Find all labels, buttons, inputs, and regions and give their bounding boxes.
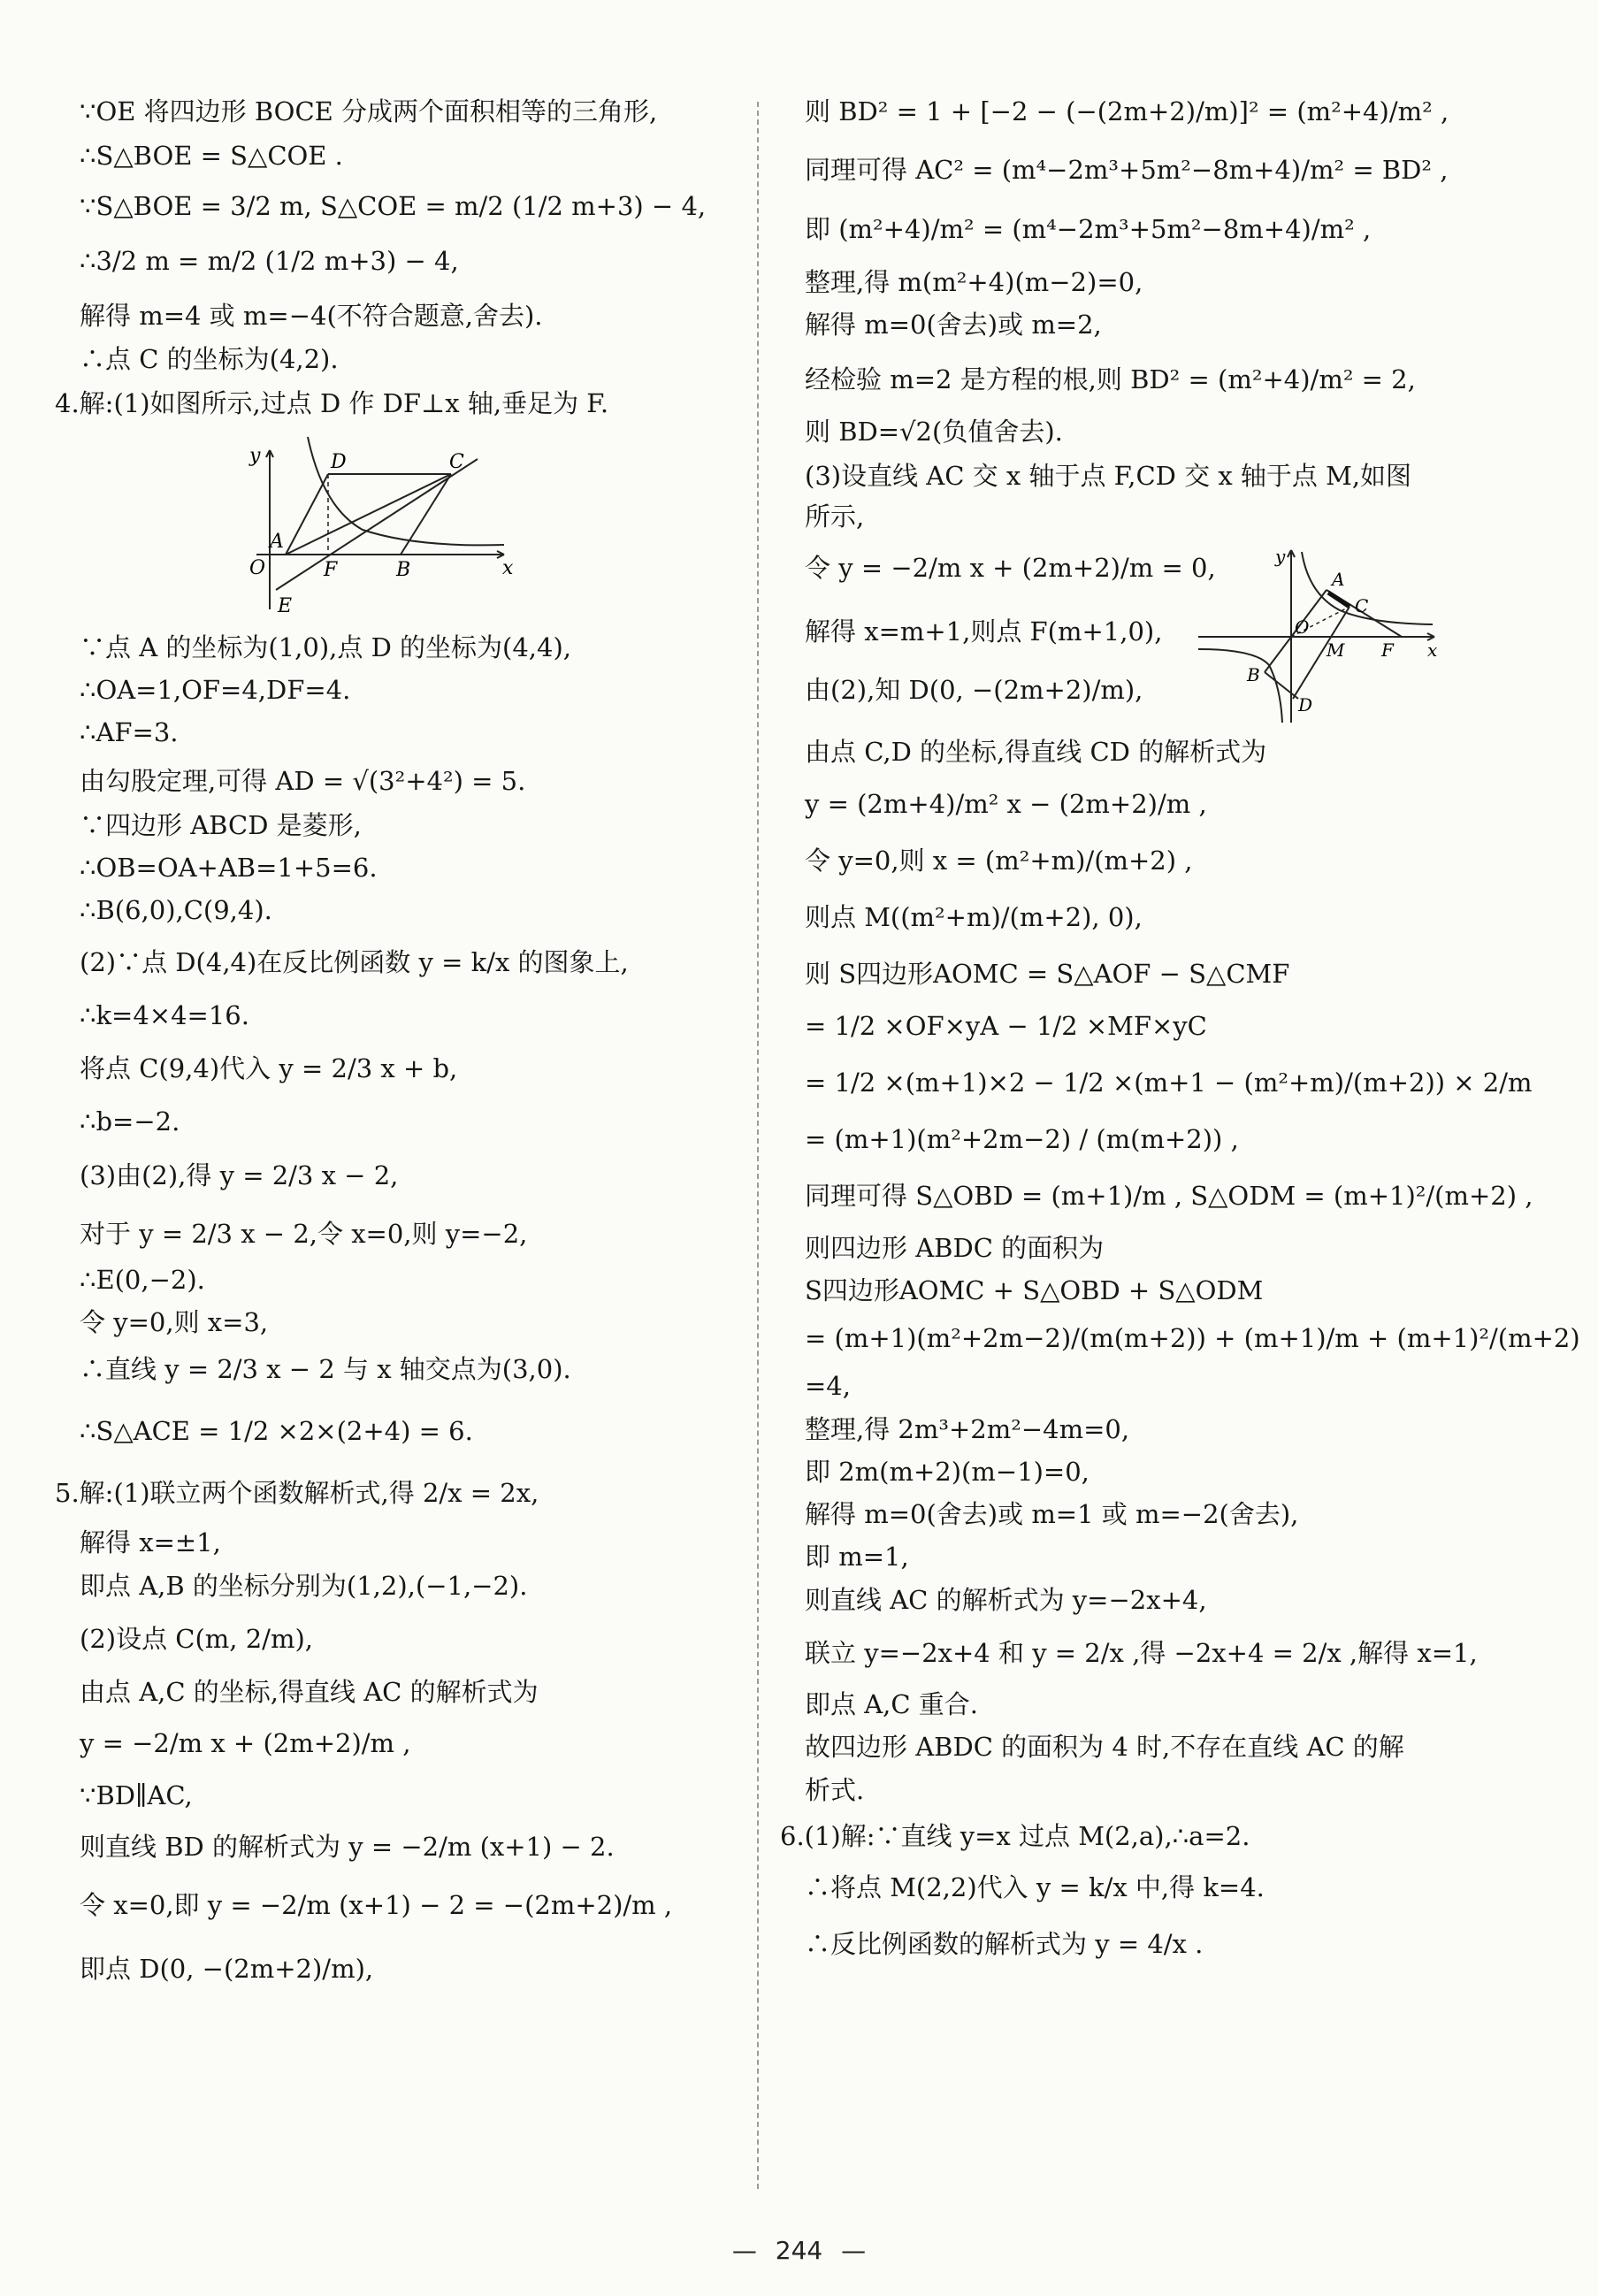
text-line: (2)设点 C(m, 2/m), bbox=[80, 1623, 313, 1654]
text-line: ∵点 A 的坐标为(1,0),点 D 的坐标为(4,4), bbox=[80, 631, 571, 662]
text-line: 解得 x=m+1,则点 F(m+1,0), bbox=[805, 616, 1163, 647]
fig2-label: x bbox=[1427, 639, 1438, 662]
text-line: 则直线 BD 的解析式为 y = −2/m (x+1) − 2. bbox=[80, 1831, 615, 1862]
text-line: 由点 C,D 的坐标,得直线 CD 的解析式为 bbox=[805, 737, 1267, 768]
text-line: 将点 C(9,4)代入 y = 2/3 x + b, bbox=[80, 1053, 458, 1083]
text-line: 即 (m²+4)/m² = (m⁴−2m³+5m²−8m+4)/m² , bbox=[805, 213, 1372, 244]
text-line: ∵S△BOE = 3/2 m, S△COE = m/2 (1/2 m+3) − 4, bbox=[80, 190, 707, 221]
text-line: y = −2/m x + (2m+2)/m , bbox=[80, 1728, 411, 1759]
text-line: 整理,得 2m³+2m²−4m=0, bbox=[805, 1413, 1130, 1444]
text-line: 所示, bbox=[805, 501, 865, 532]
fig1-label: C bbox=[449, 450, 464, 473]
text-line: 令 y = −2/m x + (2m+2)/m = 0, bbox=[805, 553, 1216, 584]
text-line: 故四边形 ABDC 的面积为 4 时,不存在直线 AC 的解 bbox=[805, 1732, 1404, 1763]
text-line: = 1/2 ×OF×yA − 1/2 ×MF×yC bbox=[805, 1010, 1207, 1041]
text-line: 令 x=0,即 y = −2/m (x+1) − 2 = −(2m+2)/m , bbox=[80, 1890, 673, 1920]
text-line: = (m+1)(m²+2m−2) / (m(m+2)) , bbox=[805, 1124, 1239, 1154]
text-line: =4, bbox=[805, 1371, 851, 1402]
page-dash-left: — bbox=[731, 2236, 757, 2265]
column-divider bbox=[757, 102, 759, 2189]
text-line: 即点 D(0, −(2m+2)/m), bbox=[80, 1954, 374, 1985]
text-line: ∴将点 M(2,2)代入 y = k/x 中,得 k=4. bbox=[805, 1872, 1265, 1902]
fig2-label: A bbox=[1332, 569, 1345, 591]
text-line: ∴k=4×4=16. bbox=[80, 999, 249, 1030]
fig1-label: O bbox=[249, 556, 266, 579]
text-line: ∴点 C 的坐标为(4,2). bbox=[80, 344, 339, 375]
text-line: 则四边形 ABDC 的面积为 bbox=[805, 1232, 1105, 1263]
text-line: = (m+1)(m²+2m−2)/(m(m+2)) + (m+1)/m + (m+1)²/(m+2) bbox=[805, 1323, 1580, 1353]
text-line: 解得 m=0(舍去)或 m=2, bbox=[805, 310, 1102, 340]
text-line: (2)∵点 D(4,4)在反比例函数 y = k/x 的图象上, bbox=[80, 946, 629, 977]
text-line: ∴S△ACE = 1/2 ×2×(2+4) = 6. bbox=[80, 1415, 473, 1446]
fig2-label: F bbox=[1381, 639, 1394, 662]
text-line: ∴OB=OA+AB=1+5=6. bbox=[80, 853, 378, 883]
text-line: (3)设直线 AC 交 x 轴于点 F,CD 交 x 轴于点 M,如图 bbox=[805, 460, 1412, 491]
left-column bbox=[55, 96, 725, 1986]
fig2-label: D bbox=[1298, 694, 1313, 716]
fig2-label: M bbox=[1327, 639, 1345, 662]
fig1-label: E bbox=[278, 594, 293, 617]
figure-rhombus-graph bbox=[80, 428, 725, 623]
text-line: ∴B(6,0),C(9,4). bbox=[80, 895, 272, 926]
text-line: 即点 A,C 重合. bbox=[805, 1689, 979, 1719]
fig2-label: y bbox=[1275, 546, 1286, 568]
text-line: 即点 A,B 的坐标分别为(1,2),(−1,−2). bbox=[80, 1570, 528, 1601]
fig1-label: A bbox=[270, 530, 284, 553]
text-line: = 1/2 ×(m+1)×2 − 1/2 ×(m+1 − (m²+m)/(m+2)) × 2/m bbox=[805, 1067, 1533, 1098]
text-line: 解得 m=4 或 m=−4(不符合题意,舍去). bbox=[80, 301, 543, 331]
text-line: 同理可得 S△OBD = (m+1)/m , S△ODM = (m+1)²/(m+2) , bbox=[805, 1181, 1533, 1212]
text-line: 对于 y = 2/3 x − 2,令 x=0,则 y=−2, bbox=[80, 1218, 528, 1249]
text-line: 6.(1)解:∵直线 y=x 过点 M(2,a),∴a=2. bbox=[780, 1820, 1250, 1851]
figure-hyperbola-graph bbox=[1194, 541, 1441, 727]
text-line: ∴b=−2. bbox=[80, 1106, 180, 1137]
page-number-value: 244 bbox=[775, 2236, 823, 2265]
text-line: 令 y=0,则 x=3, bbox=[80, 1307, 269, 1338]
text-line: 则直线 AC 的解析式为 y=−2x+4, bbox=[805, 1584, 1207, 1615]
text-line: 则 BD=√2(负值舍去). bbox=[805, 416, 1063, 447]
text-line: 由勾股定理,可得 AD = √(3²+4²) = 5. bbox=[80, 765, 526, 796]
text-line: 则 BD² = 1 + [−2 − (−(2m+2)/m)]² = (m²+4)/m² , bbox=[805, 96, 1449, 126]
fig1-label: y bbox=[249, 444, 261, 467]
text-line: 联立 y=−2x+4 和 y = 2/x ,得 −2x+4 = 2/x ,解得 x=1, bbox=[805, 1637, 1478, 1668]
text-line: (3)由(2),得 y = 2/3 x − 2, bbox=[80, 1159, 399, 1190]
text-line: 整理,得 m(m²+4)(m−2)=0, bbox=[805, 266, 1143, 297]
page-dash-right: — bbox=[841, 2236, 867, 2265]
text-line: 由点 A,C 的坐标,得直线 AC 的解析式为 bbox=[80, 1677, 539, 1707]
text-line: 由(2),知 D(0, −(2m+2)/m), bbox=[805, 675, 1143, 706]
text-line: 即 m=1, bbox=[805, 1542, 909, 1573]
text-line: 经检验 m=2 是方程的根,则 BD² = (m²+4)/m² = 2, bbox=[805, 364, 1416, 395]
fig2-label: O bbox=[1295, 616, 1310, 639]
text-line: y = (2m+4)/m² x − (2m+2)/m , bbox=[805, 788, 1207, 819]
text-line: 析式. bbox=[805, 1774, 865, 1805]
figure-and-text-block bbox=[805, 541, 1441, 727]
text-line: 则点 M((m²+m)/(m+2), 0), bbox=[805, 902, 1143, 932]
fig2-label: B bbox=[1247, 664, 1260, 686]
right-column bbox=[780, 96, 1580, 1961]
fig1-label: F bbox=[324, 558, 338, 581]
fig1-label: D bbox=[331, 450, 347, 473]
text-line: 令 y=0,则 x = (m²+m)/(m+2) , bbox=[805, 845, 1193, 876]
text-line: 解得 m=0(舍去)或 m=1 或 m=−2(舍去), bbox=[805, 1499, 1299, 1529]
text-line: 解得 x=±1, bbox=[80, 1527, 221, 1558]
text-line: 即 2m(m+2)(m−1)=0, bbox=[805, 1456, 1090, 1487]
text-line: ∴反比例函数的解析式为 y = 4/x . bbox=[805, 1929, 1204, 1960]
text-line: 则 S四边形AOMC = S△AOF − S△CMF bbox=[805, 959, 1290, 990]
fig2-label: C bbox=[1355, 595, 1369, 617]
text-line: ∴S△BOE = S△COE . bbox=[80, 141, 343, 172]
text-line: 同理可得 AC² = (m⁴−2m³+5m²−8m+4)/m² = BD² , bbox=[805, 155, 1449, 186]
text-line: 5.解:(1)联立两个函数解析式,得 2/x = 2x, bbox=[55, 1478, 539, 1508]
text-line: ∴AF=3. bbox=[80, 717, 179, 748]
text-line: S四边形AOMC + S△OBD + S△ODM bbox=[805, 1274, 1264, 1305]
text-line: ∴直线 y = 2/3 x − 2 与 x 轴交点为(3,0). bbox=[80, 1353, 571, 1384]
text-line: ∵四边形 ABCD 是菱形, bbox=[80, 809, 362, 840]
page-number bbox=[0, 2236, 1598, 2265]
fig1-label: x bbox=[502, 556, 514, 579]
text-line: ∵OE 将四边形 BOCE 分成两个面积相等的三角形, bbox=[80, 96, 658, 126]
text-line: ∴OA=1,OF=4,DF=4. bbox=[80, 675, 351, 705]
text-line: 4.解:(1)如图所示,过点 D 作 DF⊥x 轴,垂足为 F. bbox=[55, 387, 609, 418]
text-line: ∵BD∥AC, bbox=[80, 1779, 193, 1810]
text-line: ∴3/2 m = m/2 (1/2 m+3) − 4, bbox=[80, 245, 459, 276]
text-line: ∴E(0,−2). bbox=[80, 1265, 205, 1295]
fig1-label: B bbox=[396, 558, 411, 581]
